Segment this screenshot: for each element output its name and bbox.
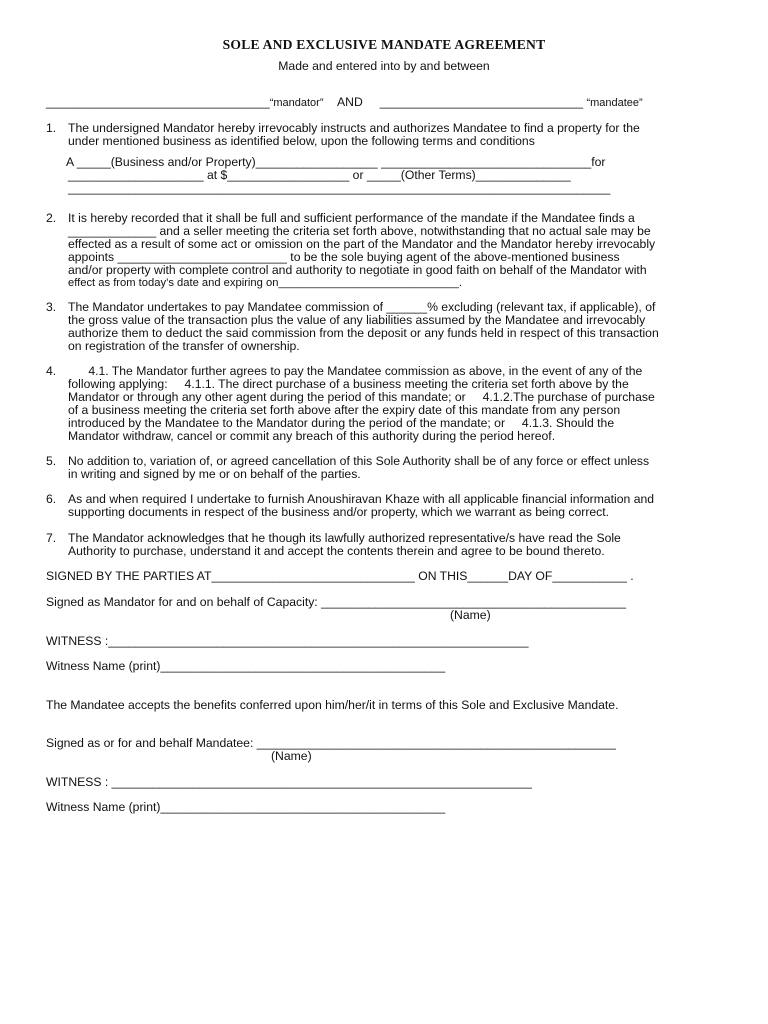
clause-line: The Mandator undertakes to pay Mandatee commission of ______% excluding (relevant tax, if applicable), of — [68, 300, 656, 314]
clause-line: under mentioned business as identified below, upon the following terms and conditions — [68, 134, 535, 148]
clause-line: The Mandator acknowledges that he though its lawfully authorized representative/s have read the Sole — [68, 531, 621, 545]
clause-line: _____________ and a seller meeting the criteria set forth above, notwithstanding that no actual sale may be — [68, 224, 651, 238]
mandatee-label: “mandatee” — [586, 97, 643, 109]
clause-line: Mandator or through any other agent during the period of this mandate; or 4.1.2.The purchase of purchase — [68, 390, 655, 404]
clause-number: 3. — [46, 300, 57, 314]
clause-2 — [46, 212, 726, 290]
clause-line: 4.1. The Mandator further agrees to pay the Mandatee commission as above, in the event of any of the — [68, 364, 643, 378]
witness-name-line: Witness Name (print)__________________________________________ — [46, 800, 446, 814]
clause-line: and/or property with complete control and authority to negotiate in good faith on behalf of the Mandator with — [68, 263, 647, 277]
clause-line: introduced by the Mandatee to the Mandator during the period of the mandate; or 4.1.3. Should the — [68, 416, 615, 430]
business-property-line: A _____(Business and/or Property)__________________ _______________________________for — [66, 155, 606, 169]
witness-line: WITNESS :______________________________________________________________ — [46, 634, 529, 648]
signed-by-parties-line: SIGNED BY THE PARTIES AT______________________________ ON THIS______DAY OF___________ . — [46, 569, 634, 583]
mandatee-blank: ______________________________ — [379, 95, 584, 109]
clause-line: As and when required I undertake to furnish Anoushiravan Khaze with all applicable financial information and — [68, 492, 655, 506]
clause-line: supporting documents in respect of the business and/or property, which we warrant as being correct. — [68, 505, 610, 519]
clause-line: following applying: 4.1.1. The direct purchase of a business meeting the criteria set forth above by the — [68, 377, 629, 391]
clause-line: effected as a result of some act or omission on the part of the Mandator and the Mandator hereby irrevocably — [68, 237, 656, 251]
clause-line: authorize them to deduct the said commission from the deposit or any funds held in respect of this transaction — [68, 326, 659, 340]
clause-4 — [46, 365, 726, 443]
and-label: AND — [337, 95, 363, 109]
clause-number: 5. — [46, 454, 57, 468]
clause-5 — [46, 455, 726, 481]
document-title: SOLE AND EXCLUSIVE MANDATE AGREEMENT — [222, 37, 546, 52]
clause-line: Mandator withdraw, cancel or commit any breach of this authority during the period hereof. — [68, 429, 556, 443]
clause-number: 6. — [46, 492, 57, 506]
mandator-blank: _________________________________ — [46, 95, 270, 109]
clause-1 — [46, 122, 726, 195]
clause-line: The undersigned Mandator hereby irrevocably instructs and authorizes Mandatee to find a property for the — [68, 121, 640, 135]
clause-line: on registration of the transfer of ownership. — [68, 339, 300, 353]
clause-7 — [46, 532, 726, 558]
clause-line: in writing and signed by me or on behalf of the parties. — [68, 467, 361, 481]
document-subtitle: Made and entered into by and between — [278, 59, 490, 73]
clause-line: effect as from today’s date and expiring on_____________________________. — [68, 277, 462, 289]
clause-line: No addition to, variation of, or agreed cancellation of this Sole Authority shall be of any force or effect unless — [68, 454, 650, 468]
blank-line: ________________________________________________________________________________ — [68, 181, 611, 195]
signed-as-mandator-line: Signed as Mandator for and on behalf of Capacity: _____________________________________________ — [46, 595, 627, 609]
witness-name-line: Witness Name (print)__________________________________________ — [46, 659, 446, 673]
clause-line: appoints _________________________ to be the sole buying agent of the above-mentioned business — [68, 250, 620, 264]
parties-line — [46, 96, 726, 110]
clause-number: 4. — [46, 364, 57, 378]
clause-line: the gross value of the transaction plus the value of any liabilities assumed by the Mandatee and irrevocably — [68, 313, 646, 327]
clause-line: Authority to purchase, understand it and accept the contents therein and agree to be bound thereto. — [68, 544, 605, 558]
clause-number: 1. — [46, 121, 57, 135]
clause-number: 7. — [46, 531, 57, 545]
signed-as-mandatee-line: Signed as or for and behalf Mandatee: _____________________________________________________ — [46, 736, 616, 750]
mandator-label: “mandator” — [269, 97, 324, 109]
clause-3 — [46, 301, 726, 353]
witness-line: WITNESS : ______________________________________________________________ — [46, 775, 532, 789]
price-terms-line: ____________________ at $__________________ or _____(Other Terms)______________ — [68, 168, 571, 182]
clause-line: of a business meeting the criteria set forth above after the expiry date of this mandate from any person — [68, 403, 621, 417]
mandatee-accepts-text: The Mandatee accepts the benefits conferred upon him/her/it in terms of this Sole and Exclusive Mandate. — [46, 698, 619, 712]
clause-6 — [46, 493, 726, 519]
clause-line: It is hereby recorded that it shall be full and sufficient performance of the mandate if the Mandatee finds a — [68, 211, 635, 225]
name-caption: (Name) — [271, 749, 312, 763]
name-caption: (Name) — [450, 608, 491, 622]
clause-number: 2. — [46, 211, 57, 225]
